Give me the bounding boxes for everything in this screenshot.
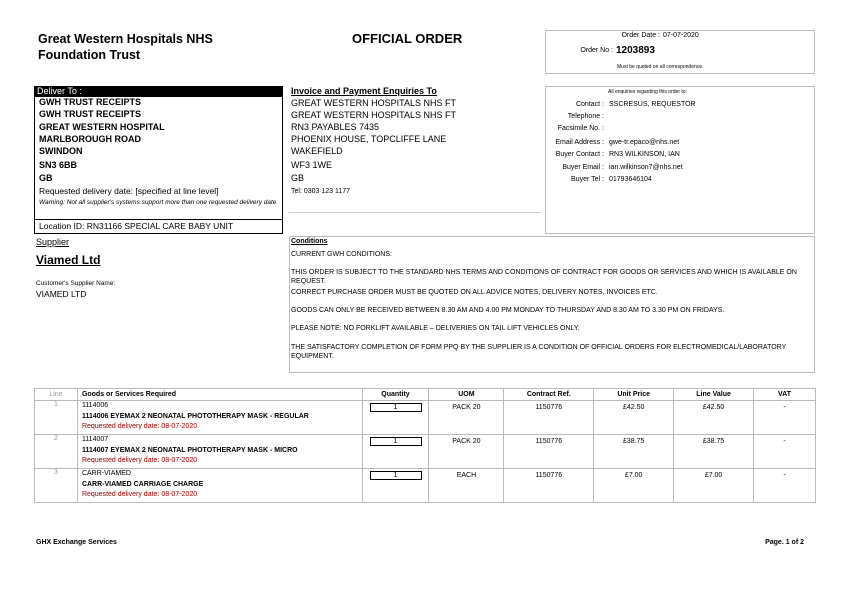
col-header-quantity: Quantity [362, 389, 429, 401]
customer-supplier-label: Customer's Supplier Name: [36, 280, 116, 287]
trust-name-line2: Foundation Trust [38, 48, 141, 62]
invoice-heading: Invoice and Payment Enquiries To [291, 86, 437, 96]
unit-price: £7.00 [594, 469, 674, 503]
customer-supplier-name: VIAMED LTD [36, 289, 87, 299]
email-label: Email Address : [555, 139, 604, 146]
col-header-uom: UOM [429, 389, 504, 401]
unit-price: £42.50 [594, 401, 674, 435]
col-header-line-value: Line Value [674, 389, 754, 401]
col-header-goods: Goods or Services Required [77, 389, 362, 401]
uom-value: PACK 20 [429, 401, 504, 435]
contract-ref: 1150776 [504, 469, 594, 503]
item-code: 1114007 [81, 436, 109, 443]
line-value: £7.00 [674, 469, 754, 503]
contact-value: SSCRESUS, REQUESTOR [609, 101, 696, 108]
goods-cell [77, 401, 362, 435]
item-description: 1114006 EYEMAX 2 NEONATAL PHOTOTHERAPY MASK - REGULAR [81, 412, 309, 420]
contract-ref: 1150776 [504, 435, 594, 469]
quote-note: Must be quoted on all correspondence. [617, 64, 704, 70]
condition-text: PLEASE NOTE: NO FORKLIFT AVAILABLE – DELIVERIES ON TAIL LIFT VEHICLES ONLY. [291, 325, 580, 332]
vat-value: - [754, 469, 816, 503]
document-title: OFFICIAL ORDER [352, 31, 463, 46]
order-items-table [34, 388, 816, 503]
facsimile-label: Facsimile No. : [557, 125, 604, 132]
trust-name-line1: Great Western Hospitals NHS [38, 32, 213, 46]
invoice-line: RN3 PAYABLES 7435 [291, 122, 380, 132]
contract-ref: 1150776 [504, 401, 594, 435]
item-description: 1114007 EYEMAX 2 NEONATAL PHOTOTHERAPY MASK - MICRO [81, 446, 298, 454]
table-row [35, 469, 816, 503]
vat-value: - [754, 435, 816, 469]
condition-text: GOODS CAN ONLY BE RECEIVED BETWEEN 8.30 AM AND 4.00 PM MONDAY TO THURSDAY AND 8.30 AM TO 3.30 PM ON FRIDAYS. [291, 307, 725, 314]
quantity-value: 1 [370, 437, 422, 446]
email-value: gwe-tr.epaco@nhs.net [609, 139, 680, 146]
deliver-line: GB [39, 173, 53, 183]
item-code: 1114006 [81, 402, 109, 409]
line-value: £42.50 [674, 401, 754, 435]
invoice-line: GREAT WESTERN HOSPITALS NHS FT [291, 110, 457, 120]
line-number: 1 [35, 401, 78, 435]
col-header-contract: Contract Ref. [504, 389, 594, 401]
col-header-line: Line [35, 389, 78, 401]
contact-label: Contact : [575, 101, 604, 108]
enquiries-note: All enquiries regarding this order to: [608, 89, 687, 95]
deliver-line: GWH TRUST RECEIPTS [39, 97, 142, 107]
vat-value: - [754, 401, 816, 435]
invoice-line: WF3 1WE [291, 160, 333, 170]
requested-date-note: Requested delivery date: [specified at line level] [39, 186, 219, 196]
buyer-email-value: ian.wilkinson7@nhs.net [609, 164, 683, 171]
item-requested-date: Requested delivery date: 08-07-2020 [81, 457, 198, 464]
condition-text: CURRENT GWH CONDITIONS: [291, 251, 392, 258]
line-value: £38.75 [674, 435, 754, 469]
conditions-heading: Conditions [291, 238, 328, 245]
deliver-line: SWINDON [39, 146, 83, 156]
deliver-line: SN3 6BB [39, 160, 78, 170]
deliver-line: GWH TRUST RECEIPTS [39, 109, 142, 119]
order-no-label: Order No : [580, 47, 613, 54]
deliver-to-heading: Deliver To : [34, 86, 283, 97]
trust-name [38, 31, 298, 63]
quantity-value: 1 [370, 471, 422, 480]
item-code: CARR-VIAMED [81, 470, 131, 477]
supplier-heading: Supplier [36, 237, 70, 247]
contact-box [545, 86, 815, 234]
table-header-row [35, 389, 816, 401]
col-header-vat: VAT [754, 389, 816, 401]
buyer-contact-label: Buyer Contact : [555, 151, 604, 158]
invoice-divider [289, 212, 541, 213]
deliver-line: MARLBOROUGH ROAD [39, 134, 141, 144]
item-description: CARR-VIAMED CARRIAGE CHARGE [81, 480, 204, 488]
line-number: 3 [35, 469, 78, 503]
uom-value: EACH [429, 469, 504, 503]
table-row [35, 401, 816, 435]
footer-left: GHX Exchange Services [36, 539, 117, 546]
buyer-contact-value: RN3 WILKINSON, IAN [609, 151, 680, 158]
location-id: Location ID: RN31166 SPECIAL CARE BABY UNIT [39, 221, 234, 231]
page-number: Page. 1 of 2 [765, 539, 804, 546]
condition-text: THE SATISFACTORY COMPLETION OF FORM PPQ BY THE SUPPLIER IS A CONDITION OF OFFICIAL ORDERS FOR ELECTROMEDICAL/LABORATORY EQUIPMENT. [291, 344, 787, 360]
table-row [35, 435, 816, 469]
invoice-line: PHOENIX HOUSE, TOPCLIFFE LANE [291, 134, 447, 144]
goods-cell [77, 435, 362, 469]
deliver-line: GREAT WESTERN HOSPITAL [39, 122, 165, 132]
order-date-label: Order Date : [621, 32, 660, 39]
buyer-email-label: Buyer Email : [562, 164, 604, 171]
invoice-line: GREAT WESTERN HOSPITALS NHS FT [291, 98, 457, 108]
line-number: 2 [35, 435, 78, 469]
order-date-value: 07-07-2020 [663, 32, 699, 39]
invoice-line: GB [291, 173, 305, 183]
supplier-name: Viamed Ltd [36, 253, 101, 267]
col-header-unit-price: Unit Price [594, 389, 674, 401]
condition-text: THIS ORDER IS SUBJECT TO THE STANDARD NHS TERMS AND CONDITIONS OF CONTRACT FOR GOODS OR SERVICES AND WHICH IS AVAILABLE ON REQUEST. [291, 269, 797, 285]
quantity-value: 1 [370, 403, 422, 412]
buyer-tel-label: Buyer Tel : [571, 176, 604, 183]
buyer-tel-value: 01793646104 [609, 176, 652, 183]
order-no-value: 1203893 [616, 45, 655, 56]
condition-text: CORRECT PURCHASE ORDER MUST BE QUOTED ON ALL ADVICE NOTES, DELIVERY NOTES, INVOICES ETC. [291, 289, 658, 296]
goods-cell [77, 469, 362, 503]
telephone-label: Telephone : [567, 113, 604, 120]
uom-value: PACK 20 [429, 435, 504, 469]
delivery-warning: Warning: Not all supplier's systems support more than one requested delivery date [39, 199, 277, 206]
invoice-line: WAKEFIELD [291, 146, 343, 156]
item-requested-date: Requested delivery date: 08-07-2020 [81, 423, 198, 430]
invoice-tel: Tel: 0303 123 1177 [291, 188, 351, 195]
unit-price: £38.75 [594, 435, 674, 469]
item-requested-date: Requested delivery date: 08-07-2020 [81, 491, 198, 498]
